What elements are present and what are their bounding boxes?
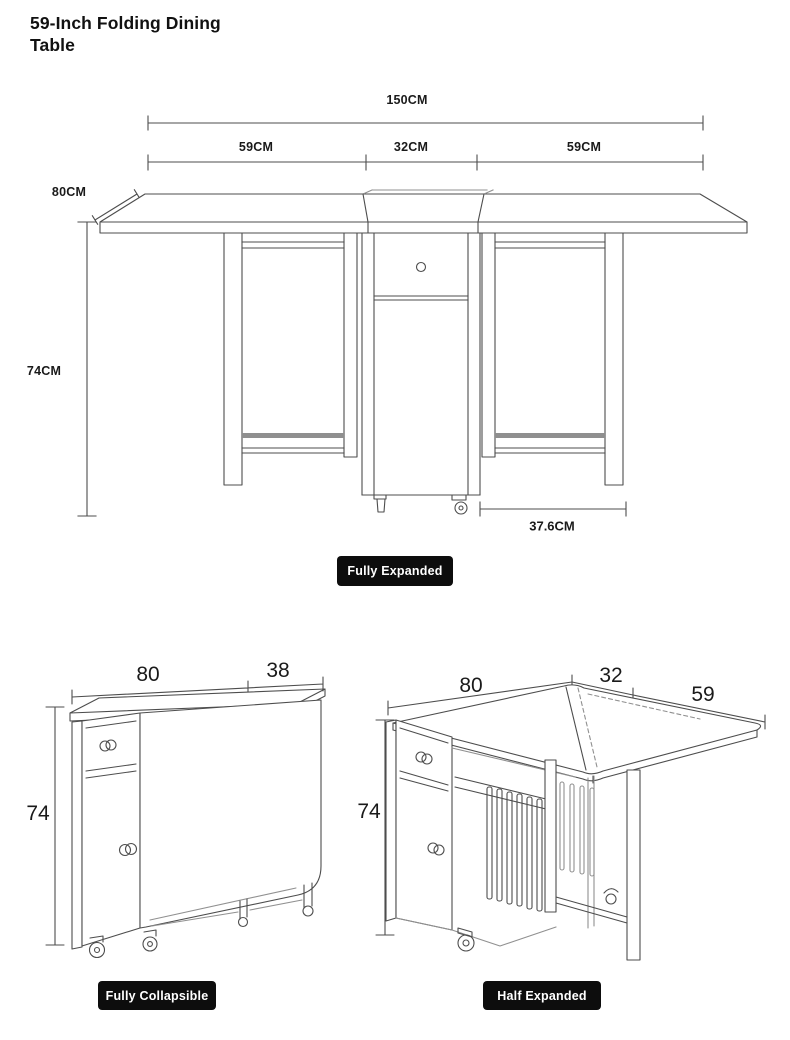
dim-label-half-cabinet: 80 <box>459 674 483 697</box>
dim-label-half-height: 74 <box>357 800 381 823</box>
dim-label-right-leaf: 59CM <box>566 140 602 154</box>
dim-label-depth: 80CM <box>51 185 87 199</box>
dim-label-half-center: 32 <box>599 664 623 687</box>
caption-fully-expanded: Fully Expanded <box>337 556 453 586</box>
chair-slats <box>487 782 594 911</box>
figure-fully-expanded <box>78 116 747 516</box>
dim-label-left-leaf: 59CM <box>238 140 274 154</box>
caption-half-expanded: Half Expanded <box>483 981 601 1010</box>
dim-label-center: 32CM <box>393 140 429 154</box>
dim-label-half-leaf: 59 <box>691 683 715 706</box>
page-title: 59-Inch Folding Dining Table <box>30 13 221 55</box>
dim-label-total-width: 150CM <box>386 93 428 107</box>
dim-label-leaf-span: 37.6CM <box>529 518 575 534</box>
dim-label-height: 74CM <box>26 364 62 378</box>
dim-label-collapsed-height: 74 <box>26 802 50 825</box>
dim-label-collapsed-depth: 38 <box>266 659 290 682</box>
figure-half-expanded <box>376 675 765 960</box>
dim-label-collapsed-length: 80 <box>136 663 160 686</box>
caption-fully-collapsible: Fully Collapsible <box>98 981 216 1010</box>
figure-fully-collapsible <box>46 677 325 958</box>
casters-expanded <box>374 495 467 514</box>
